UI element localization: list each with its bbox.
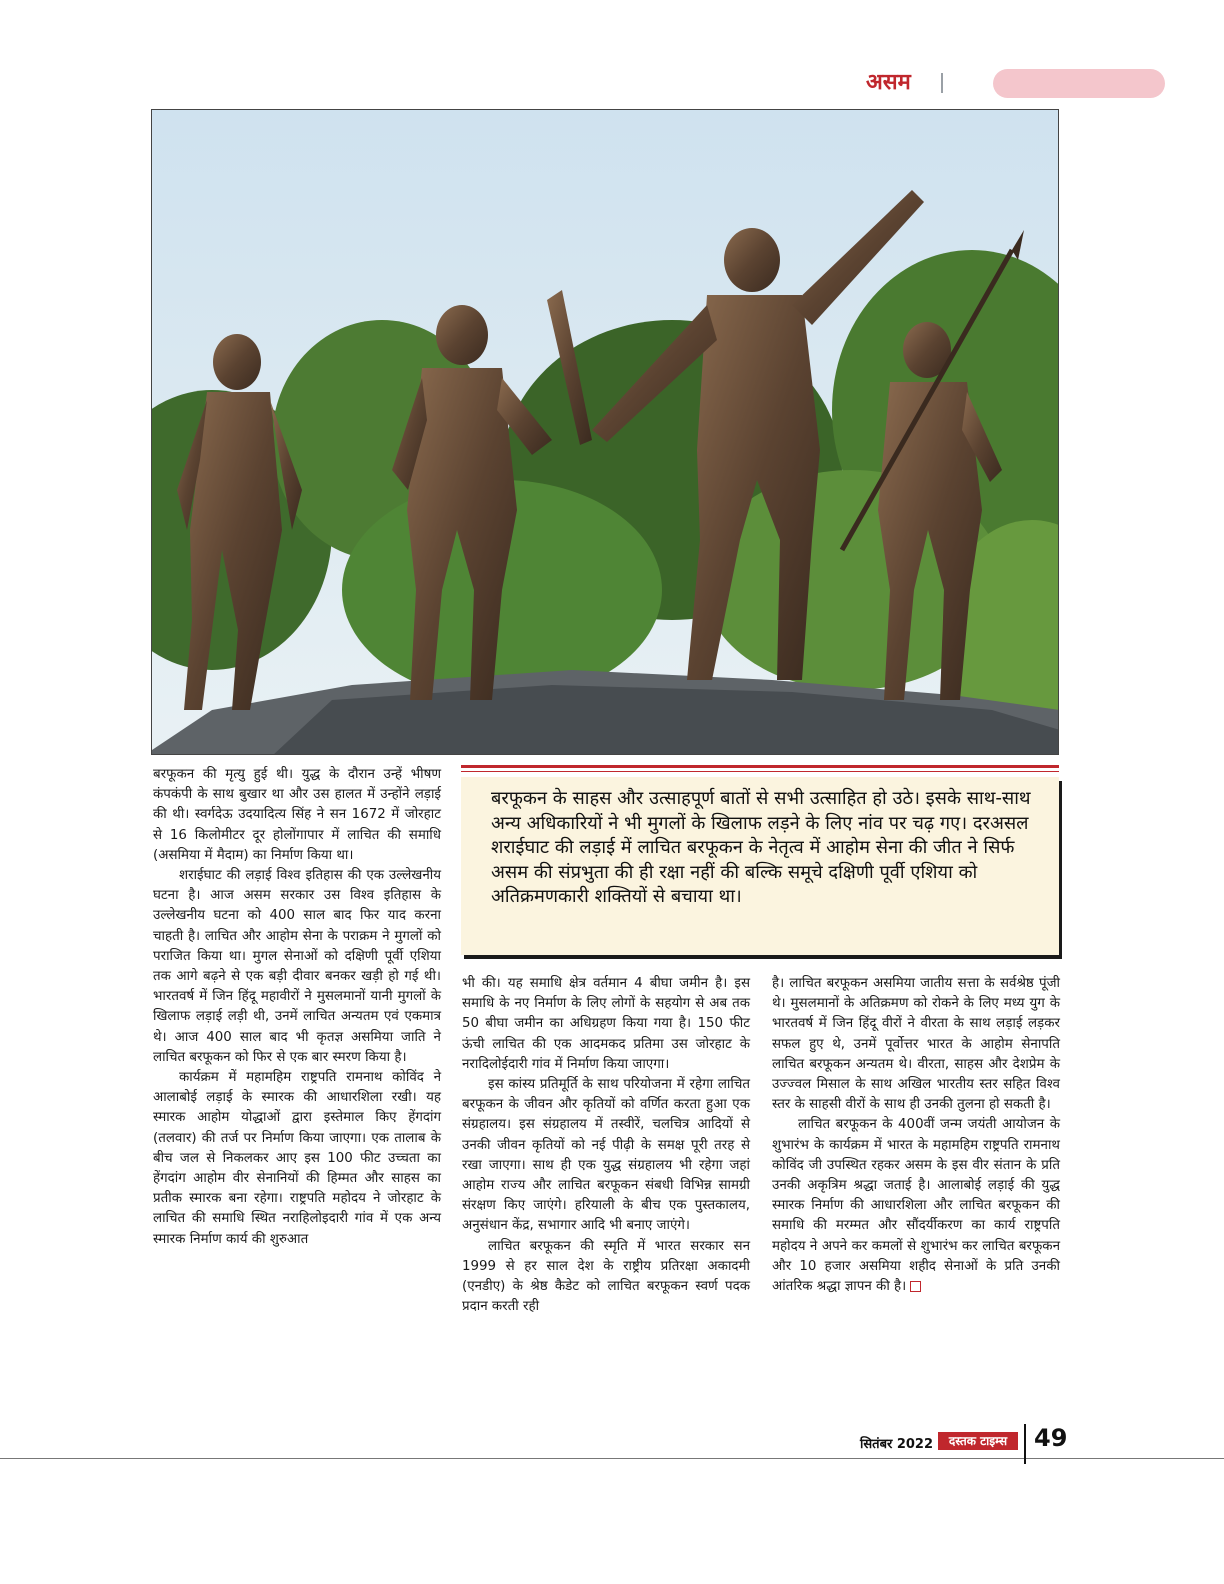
paragraph: लाचित बरफूकन की स्मृति में भारत सरकार सन 1999 से हर साल देश के राष्ट्रीय प्रतिरक्षा अकादमी (एनडीए) के श्रेष्ठ कैडेट को लाचित बरफूकन स्वर्ण पदक प्रदान करती रही [462,1238,750,1315]
page-number: 49 [1034,1424,1068,1452]
pull-quote [461,765,1059,963]
paragraph: बरफूकन की मृत्यु हुई थी। युद्ध के दौरान उन्हें भीषण कंपकंपी के साथ बुखार था और उस हालत में उन्होंने लड़ाई की थी। स्वर्गदेऊ उदयादित्य सिंह ने सन 1672 में जोरहाट से 16 किलोमीटर दूर होलोंगापार में लाचित की समाधि (असमिया में मैदाम) का निर्माण किया था। [153,767,441,863]
end-mark-icon [910,1281,921,1292]
section-label: असम [866,70,911,95]
quote-text: बरफूकन के साहस और उत्साहपूर्ण बातों से सभी उत्साहित हो उठे। इसके साथ-साथ अन्य अधिकारियों ने भी मुगलों के खिलाफ लड़ने के लिए नांव पर चढ़ गए। दरअसल शराईघाट की लड़ाई में लाचित बरफूकन के नेतृत्व में आहोम सेना की जीत ने सिर्फ असम की संप्रभुता की ही रक्षा नहीं की बल्कि समूचे दक्षिणी पूर्वी एशिया को अतिक्रमणकारी शक्तियों से बचाया था। [491,788,1031,908]
paragraph: शराईघाट की लड़ाई विश्व इतिहास की एक उल्लेखनीय घटना है। आज असम सरकार उस विश्व इतिहास के उल्लेखनीय घटना को 400 साल बाद फिर याद करना चाहती है। लाचित और आहोम सेना के पराक्रम ने मुगलों को पराजित किया था। मुगल सेनाओं को दक्षिणी पूर्वी एशिया तक आगे बढ़ने से एक बड़ी दीवार बनकर खड़ी हो गई थी। भारतवर्ष में जिन हिंदू महावीरों ने मुसलमानों यानी मुगलों के खिलाफ लड़ाई लड़ी थी, उनमें लाचित अन्यतम एवं एकमात्र थे। आज 400 साल बाद भी कृतज्ञ असमिया जाति ने लाचित बरफूकन को फिर से एक बार स्मरण किया है। [153,868,441,1065]
statue-photo [151,109,1059,755]
section-pill [993,69,1165,98]
paragraph: भी की। यह समाधि क्षेत्र वर्तमान 4 बीघा जमीन है। इस समाधि के नए निर्माण के लिए लोगों के सहयोग से अब तक 50 बीघा जमीन का अधिग्रहण किया गया है। 150 फीट ऊंची लाचित की एक आदमकद प्रतिमा उस जोरहाट के नरादिलोईदारी गांव में निर्माण किया जाएगा। [462,976,750,1072]
paragraph: कार्यक्रम में महामहिम राष्ट्रपति रामनाथ कोविंद ने आलाबोई लड़ाई के स्मारक की आधारशिला रखी। यह स्मारक आहोम योद्धाओं द्वारा इस्तेमाल किए हेंगदांग (तलवार) की तर्ज पर निर्माण किया जाएगा। एक तालाब के बीच जल से निकलकर आए इस 100 फीट उच्चता का हेंगदांग आहोम वीर सेनानियों की हिम्मत और साहस का प्रतीक स्मारक बना रहेगा। राष्ट्रपति महोदय ने जोरहाट के लाचित की समाधि स्थित नराहिलोइदारी गांव में एक अन्य स्मारक निर्माण कार्य की शुरुआत [153,1070,441,1247]
article-column-1 [153,765,441,1250]
paragraph: इस कांस्य प्रतिमूर्ति के साथ परियोजना में रहेगा लाचित बरफूकन के जीवन और कृतियों को वर्णित करता हुआ एक संग्रहालय। इस संग्रहालय में तस्वीरें, चलचित्र आदियों से उनकी जीवन कृतियों को नई पीढ़ी के समक्ष पूरी तरह से रखा जाएगा। साथ ही एक युद्ध संग्रहालय भी रहेगा जहां आहोम राज्य और लाचित बरफूकन संबधी विभिन्न सामग्री संरक्षण किए जाएंगे। हरियाली के बीच एक पुस्तकालय, अनुसंधान केंद्र, सभागार आदि भी बनाए जाएंगे। [462,1077,750,1234]
quote-rule [461,765,1059,768]
issue-date: सितंबर 2022 [860,1437,934,1452]
quote-rule-thin [461,771,1059,772]
footer-divider [1024,1424,1026,1464]
paragraph-text: लाचित बरफूकन के 400वीं जन्म जयंती आयोजन के शुभारंभ के कार्यक्रम में भारत के महामहिम राष्ट्रपति रामनाथ कोविंद जी उपस्थित रहकर असम के इस वीर संतान के प्रति उनकी अकृत्रिम श्रद्धा जताई है। आलाबोई लड़ाई की युद्ध स्मारक निर्माण की आधारशिला और लाचित बरफूकन की समाधि की मरम्मत और सौंदर्यीकरण का कार्य राष्ट्रपति महोदय ने अपने कर कमलों से शुभारंभ कर लाचित बरफूकन और 10 हजार असमिया शहीद सेनाओं के प्रति उनकी आंतरिक श्रद्धा ज्ञापन की है। [772,1117,1060,1295]
section-divider [941,73,943,93]
footer-rule [0,1458,1224,1459]
paragraph [772,1115,1060,1297]
paragraph: है। लाचित बरफूकन असमिया जातीय सत्ता के सर्वश्रेष्ठ पूंजी थे। मुसलमानों के अतिक्रमण को रोकने के लिए मध्य युग के भारतवर्ष में जिन हिंदू वीरों ने वीरता के साथ लड़ाई लड़कर सफल हुए थे, उनमें पूर्वोत्तर भारत के आहोम सेनापति लाचित बरफूकन अन्यतम थे। वीरता, साहस और देशप्रेम के उज्ज्वल मिसाल के साथ अखिल भारतीय स्तर सहित विश्व स्तर के साहसी वीरों के साथ ही उनकी तुलना हो सकती है। [772,976,1060,1113]
article-column-3 [772,974,1060,1297]
magazine-logo: दस्तक टाइम्स [938,1432,1018,1450]
article-column-2 [462,974,750,1317]
